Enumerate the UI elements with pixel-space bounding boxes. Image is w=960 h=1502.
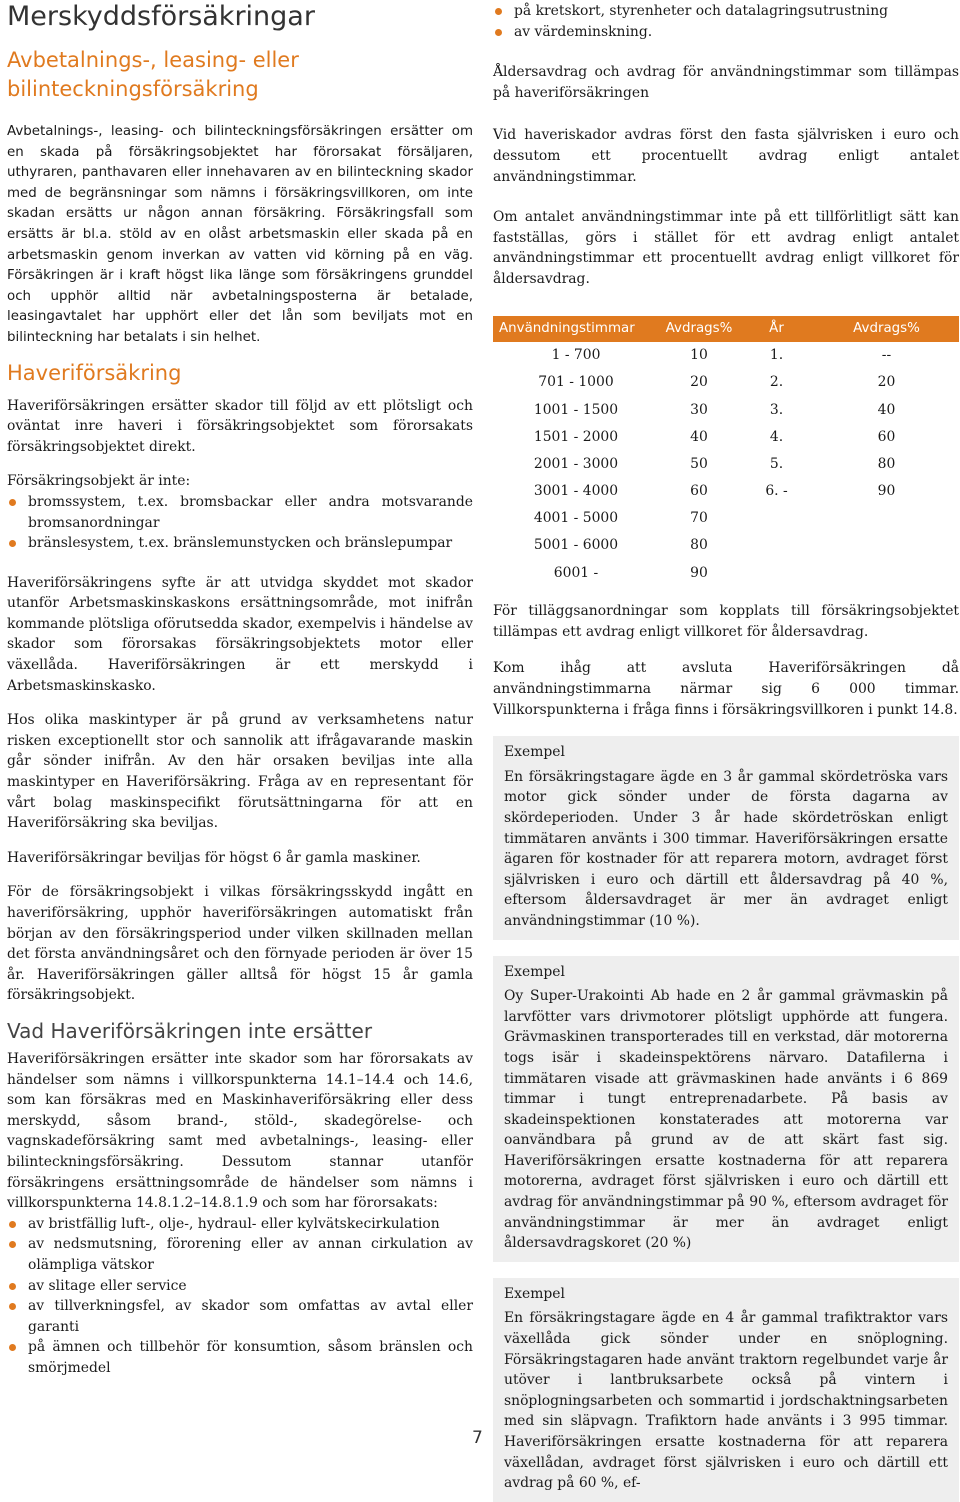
section-avbetalning bbox=[7, 46, 473, 349]
paragraph: Hos olika maskintyper är på grund av verksamhetens natur risken exceptionellt stor och sannolik att ifrågavarande maskin går sönder inifrån. Av den här orsaken beviljas inte alla maskintyper en Haveriförsäkring. Fråga av en representant för vårt bolag maskinspecifikt förutsättningarna för att en Haveriförsäkring ska beviljas. bbox=[7, 712, 473, 832]
bullet-list bbox=[493, 1, 959, 42]
paragraph: Om antalet användningstimmar inte på ett tillförlitligt sätt kan fastställas, görs i stället för ett avdrag enligt antalet användningstimmar ett procentuellt avdrag enligt villkoret för åldersavdrag. bbox=[493, 209, 959, 287]
page-title: Merskyddsförsäkringar bbox=[7, 1, 315, 32]
column-header: Avdrags% bbox=[665, 321, 733, 337]
table-cell: 80 bbox=[877, 455, 896, 472]
table-header bbox=[493, 316, 959, 342]
section-exclusions bbox=[7, 1018, 473, 1379]
table-row bbox=[493, 369, 959, 396]
table-row bbox=[493, 423, 959, 450]
table-cell: 6. - bbox=[765, 483, 788, 500]
example-text: En försäkringstagare ägde en 3 år gammal skördetröska vars motor gick sönder under de första dagarna av skördeperioden. Under 3 år hade skördetröskan enligt timmätaren använts i 300 timmar. Haveriförsäkringen ersatte ägaren för kostnader för att reparera motorn, avdraget först självrisken i euro och därtill ett åldersavdrag på 40 %, eftersom åldersavdraget är mer än avdraget enligt användningstimmar (10 %). bbox=[504, 768, 948, 929]
bullet-list bbox=[7, 1214, 473, 1379]
section-heading: Haveriförsäkring bbox=[7, 360, 182, 385]
example-text: En försäkringstagare ägde en 4 år gammal trafiktraktor vars växellåda gick sönder under en snöplogning. Försäkringstagaren hade använt traktorn regelbundet varje år utöver i lantbruksarbete också på vintern i snöplogningsarbeten och sommartid i jordschaktningsarbeten med sin släpvagn. Trafiktorn hade använts i 3 995 timmar. Haveriförsäkringen ersatte kostnaderna för att reparera växellådan, avdraget först självrisken i euro och därtill ett avdrag på 60 %, ef- bbox=[504, 1310, 948, 1492]
paragraph: Haveriförsäkringen ersätter skador till följd av ett plötsligt och oväntat inre haveri i försäkringsobjektet som förorsakats försäkringsobjektet direkt. bbox=[7, 397, 473, 455]
table-cell: 20 bbox=[690, 374, 708, 391]
list-item: bromssystem, t.ex. bromsbackar eller andra motsvarande bromsanordningar bbox=[7, 492, 473, 533]
paragraph: Haveriförsäkringar beviljas för högst 6 år gamla maskiner. bbox=[7, 849, 421, 866]
table-cell: 1 - 700 bbox=[551, 347, 601, 364]
example-text: Oy Super-Urakointi Ab hade en 2 år gammal grävmaskin på larvfötter vars drivmotorer plötsligt upphörde att fungera. Grävmaskinen transporterades till en verkstad, där motorerna togs isär i skadeinspektörens närvaro. Datafilerna i timmätaren visade att grävmaskinen hade använts i 6 869 timmar i tungt entreprenadarbete. På basis av skadeinspektionen konstaterades att motorerna var oanvändbara på grund av de att skärt fast sig. Haveriförsäkringen ersatte kostnaderna för att reparera motorerna, avdraget först självrisken i euro och därtill ett avdrag för användningstimmar på 90 %, eftersom avdraget för användningstimmar är mer än avdraget enligt åldersavdragskoret (20 %) bbox=[504, 988, 948, 1252]
example-title: Exempel bbox=[504, 963, 565, 980]
column-header: År bbox=[769, 321, 784, 337]
paragraph: För de försäkringsobjekt i vilkas försäkringsskydd ingått en haveriförsäkring, upphör haveriförsäkringen automatiskt från början av den försäkringsperiod under vilken skillnaden mellan det första användningsåret och den förnyade perioden är över 15 år. Haveriförsäkringen gäller alltså för högst 15 år gamla försäkringsobjekt. bbox=[7, 884, 473, 1004]
table-cell: 50 bbox=[690, 455, 708, 472]
paragraph: Försäkringsobjekt är inte: bbox=[7, 473, 191, 490]
bullet-icon bbox=[9, 1303, 16, 1310]
table-cell: 1. bbox=[769, 347, 784, 364]
paragraph: Haveriförsäkringens syfte är att utvidga skyddet mot skador utanför Arbetsmaskinskaskons ersättningsområde, mot inifrån kommande plötsliga oförutsedda skador, exempelvis i händelse av skador som förorsakas försäkringsobjektets motor eller växellåda. Haveriförsäkringen är ett merskydd i Arbetsmaskinskasko. bbox=[7, 574, 473, 694]
table-cell: 40 bbox=[877, 401, 896, 418]
paragraph: Kom ihåg att avsluta Haveriförsäkringen då användningstimmarna närmar sig 6 000 timmar. Villkorspunkterna i fråga finns i försäkringsvillkoren i punkt 14.8. bbox=[493, 660, 959, 718]
list-item: på kretskort, styrenheter och datalagringsutrustning bbox=[493, 1, 959, 22]
list-item: av slitage eller service bbox=[7, 1276, 473, 1297]
list-item: av tillverkningsfel, av skador som omfattas av avtal eller garanti bbox=[7, 1296, 473, 1337]
paragraph: För tilläggsanordningar som kopplats till försäkringsobjektet tillämpas ett avdrag enligt villkoret för åldersavdrag. bbox=[493, 603, 959, 640]
table-row bbox=[493, 342, 959, 369]
list-item: bränslesystem, t.ex. bränslemunstycken och bränslepumpar bbox=[7, 533, 473, 554]
table-cell: 30 bbox=[690, 401, 708, 418]
table-row bbox=[493, 559, 959, 586]
table-body bbox=[493, 342, 959, 587]
bullet-icon bbox=[495, 8, 502, 15]
table-row bbox=[493, 450, 959, 477]
table-row bbox=[493, 505, 959, 532]
table-cell: 701 - 1000 bbox=[538, 374, 614, 391]
section-heading: Vad Haveriförsäkringen inte ersätter bbox=[7, 1018, 373, 1043]
table-cell: 2. bbox=[769, 374, 784, 391]
column-header: Avdrags% bbox=[853, 321, 920, 337]
right-column bbox=[493, 0, 959, 1502]
table-cell: 1001 - 1500 bbox=[533, 401, 619, 418]
table-cell: 90 bbox=[690, 564, 708, 581]
table-cell: 70 bbox=[690, 510, 708, 527]
bullet-icon bbox=[495, 29, 502, 36]
paragraph: Avbetalnings-, leasing- och bilinteckningsförsäkringen ersätter om en skada på försäkringsobjektet har förorsakat försäljaren, uthyraren, panthavaren eller innehavaren av en bilinteckning skador med de begränsningar som nämns i försäkringsvillkoren, om inte skadan ersätts ur någon annan försäkring. Försäkringsfall som ersätts är bl.a. stöld av en olåst arbetsmaskin eller skada på en arbetsmaskin genom inverkan av vatten vid körning på en väg. Försäkringen är i kraft högst lika länge som försäkringens grunddel och upphör alltid när avbetalningsposterna är betalade, leasingavtalet har upphört eller det lån som beviljats mot en bilinteckning har betalats i sin helhet. bbox=[7, 124, 473, 345]
table-cell: 60 bbox=[690, 483, 708, 500]
page-number: 7 bbox=[472, 1428, 483, 1448]
table-cell: 60 bbox=[877, 428, 896, 445]
table-cell: 6001 - bbox=[553, 564, 599, 581]
bullet-icon bbox=[9, 1241, 16, 1248]
paragraph: Åldersavdrag och avdrag för användningstimmar som tillämpas på haveriförsäkringen bbox=[493, 64, 959, 101]
table-cell: 5. bbox=[769, 455, 784, 472]
table-cell: 20 bbox=[877, 374, 896, 391]
example-title: Exempel bbox=[504, 1285, 565, 1302]
column-header: Användningstimmar bbox=[499, 321, 635, 337]
table-row bbox=[493, 532, 959, 559]
bullet-list bbox=[7, 492, 473, 554]
bullet-icon bbox=[9, 1221, 16, 1228]
paragraph: Haveriförsäkringen ersätter inte skador som har förorsakats av händelser som nämns i villkorspunkterna 14.1–14.4 och 14.6, som kan försäkras med en Maskinhaveriförsäkring eller dess merskydd, såsom brand-, stöld-, skadegörelse- och vagnskadeförsäkring samt med avbetalnings-, leasing- eller bilinteckningsförsäkring. Dessutom stannar utanför försäkringens ersättningsområde de händelser som nämns i villkorspunkterna 14.8.1.2–14.8.1.9 och som har förorsakats: bbox=[7, 1050, 473, 1212]
bullet-icon bbox=[9, 499, 16, 506]
section-heading bbox=[7, 46, 473, 104]
table-cell: 2001 - 3000 bbox=[533, 455, 619, 472]
list-item: på ämnen och tillbehör för konsumtion, såsom bränslen och smörjmedel bbox=[7, 1337, 473, 1378]
example-box bbox=[493, 956, 959, 1262]
heading-line: bilinteckningsförsäkring bbox=[7, 77, 259, 101]
bullet-icon bbox=[9, 1344, 16, 1351]
table-cell: 1501 - 2000 bbox=[533, 428, 619, 445]
left-column bbox=[7, 0, 473, 1378]
bullet-icon bbox=[9, 1283, 16, 1290]
table-cell: 4. bbox=[769, 428, 784, 445]
table-cell: 3. bbox=[769, 401, 784, 418]
example-box bbox=[493, 1278, 959, 1502]
list-item: av nedsmutsning, förorening eller av annan cirkulation av olämpliga vätskor bbox=[7, 1234, 473, 1275]
table-cell: 5001 - 6000 bbox=[533, 537, 619, 554]
table-cell: 80 bbox=[690, 537, 708, 554]
paragraph: Vid haveriskador avdras först den fasta självrisken i euro och dessutom ett procentuellt avdrag enligt antalet användningstimmar. bbox=[493, 127, 959, 185]
example-title: Exempel bbox=[504, 744, 565, 761]
table-cell: -- bbox=[881, 347, 892, 364]
list-item: av värdeminskning. bbox=[493, 22, 959, 43]
deduction-table bbox=[493, 316, 959, 587]
table-row bbox=[493, 477, 959, 504]
table-cell: 90 bbox=[877, 483, 896, 500]
bullet-icon bbox=[9, 540, 16, 547]
table-cell: 40 bbox=[690, 428, 708, 445]
table-cell: 4001 - 5000 bbox=[533, 510, 619, 527]
table-cell: 3001 - 4000 bbox=[533, 483, 619, 500]
list-item: av bristfällig luft-, olje-, hydraul- eller kylvätskecirkulation bbox=[7, 1214, 473, 1235]
heading-line: Avbetalnings-, leasing- eller bbox=[7, 48, 299, 72]
table-cell: 10 bbox=[690, 347, 708, 364]
example-box bbox=[493, 736, 959, 939]
table-row bbox=[493, 396, 959, 423]
section-haveri bbox=[7, 359, 473, 1006]
